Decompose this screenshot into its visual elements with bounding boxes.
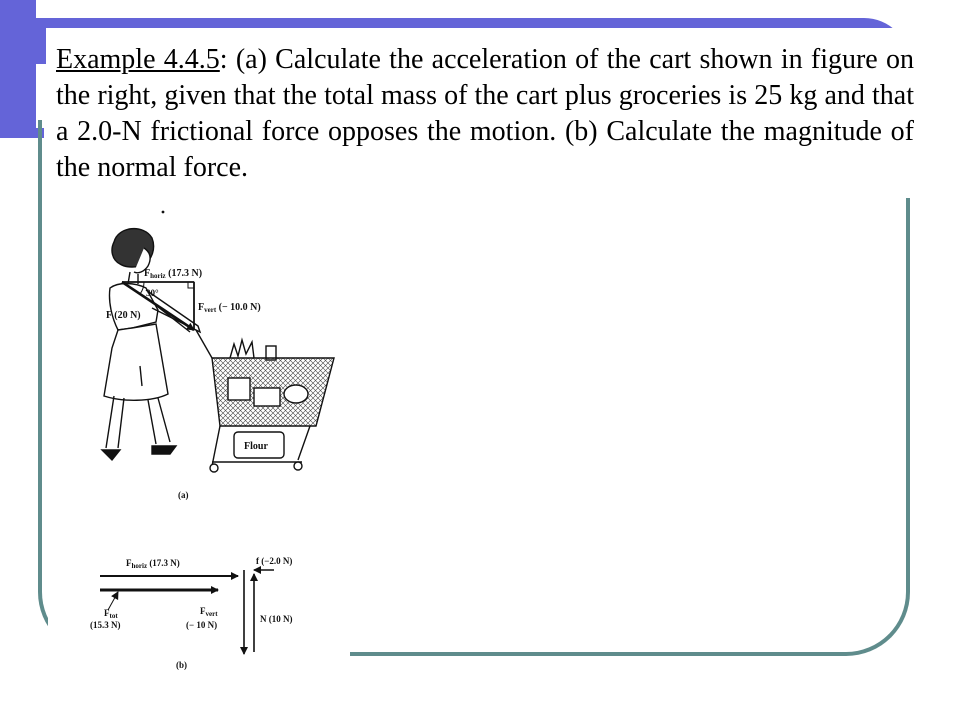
friction-label: f (−2.0 N) xyxy=(256,556,293,566)
f-vert-value-b: (− 10 N) xyxy=(186,620,218,630)
caption-a: (a) xyxy=(178,490,189,500)
free-body-vectors xyxy=(100,570,274,654)
f-horiz-label-a: $F_{horiz}$ (17.3 N) xyxy=(144,268,203,280)
f-horiz-label-b: $F_{horiz}$ (17.3 N) xyxy=(126,558,180,570)
caption-b: (b) xyxy=(176,660,187,670)
f-vert-label-b: $F_{vert}$ xyxy=(200,606,218,618)
example-label: Example 4.4.5 xyxy=(56,44,220,75)
problem-body: : (a) Calculate the acceleration of the cart shown in figure on the right, given that the total mass of the cart plus groceries is 25 kg and that a 2.0-N frictional force opposes the motion. (b) Calculate the magnitude of the normal force. xyxy=(56,44,914,183)
stray-dot xyxy=(162,211,165,214)
normal-force-label: N (10 N) xyxy=(260,614,293,624)
f-vert-label-a: $F_{vert}$ (− 10.0 N) xyxy=(198,302,261,314)
problem-statement xyxy=(46,28,924,198)
left-accent-bar xyxy=(0,0,36,128)
f-tot-value: (15.3 N) xyxy=(90,620,121,630)
f-tot-label: $F_{tot}$ xyxy=(104,608,118,620)
applied-force-label: F (20 N) xyxy=(106,310,141,321)
flour-label: Flour xyxy=(244,441,268,452)
woman-figure xyxy=(102,229,203,460)
figure-panel xyxy=(48,198,350,702)
angle-label: 30° xyxy=(146,288,159,298)
force-diagram xyxy=(48,198,350,702)
problem-text xyxy=(56,42,914,186)
